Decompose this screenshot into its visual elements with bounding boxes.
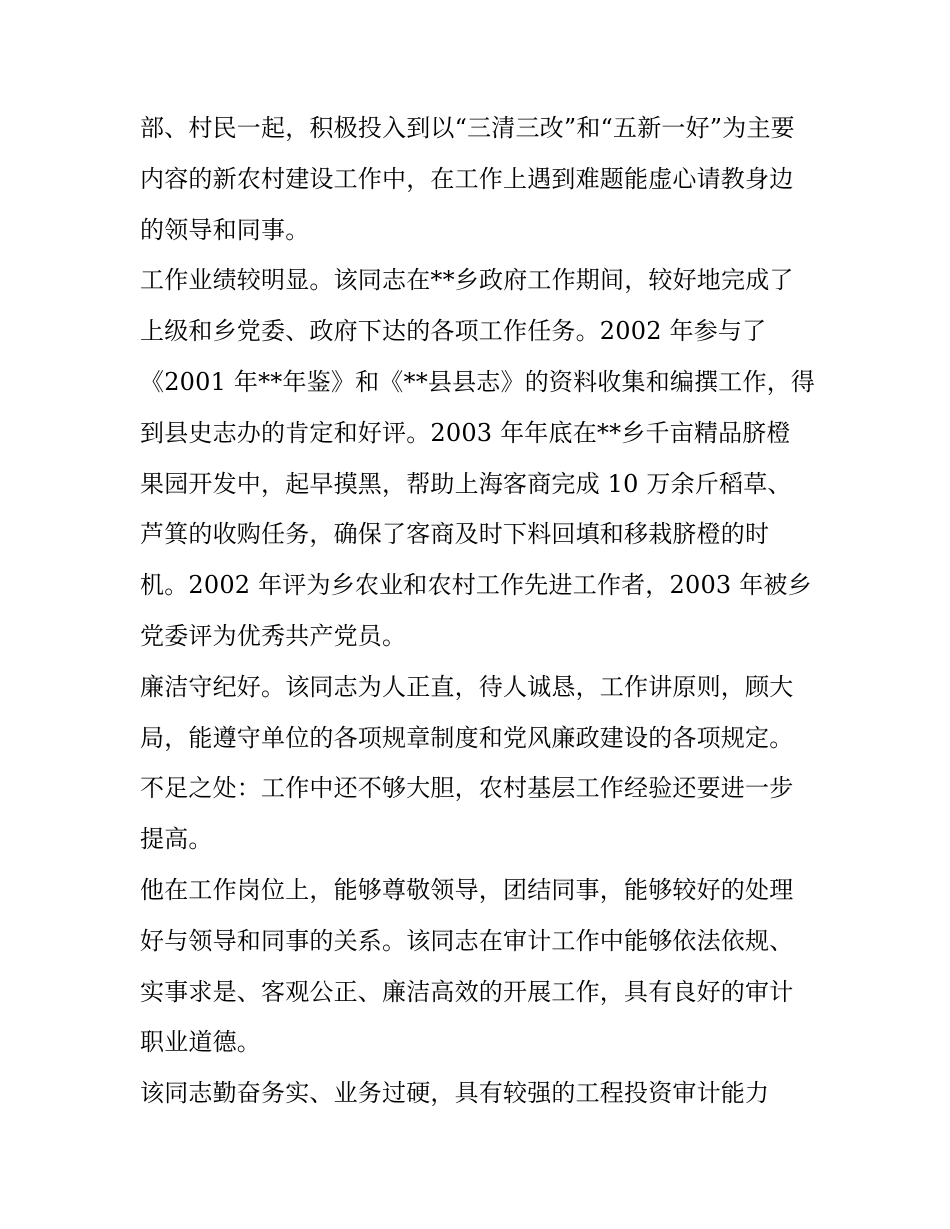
text-line: 芦箕的收购任务，确保了客商及时下料回填和移栽脐橙的时 [140, 520, 770, 549]
text-line: 《2001 年**年鉴》和《**县县志》的资料收集和编撰工作，得 [140, 367, 816, 396]
text-line: 不足之处：工作中还不够大胆，农村基层工作经验还要进一步 [140, 774, 794, 803]
text-line: 提高。 [140, 825, 213, 854]
text-line: 上级和乡党委、政府下达的各项工作任务。2002 年参与了 [140, 317, 767, 346]
text-line: 部、村民一起，积极投入到以“三清三改”和“五新一好”为主要 [140, 114, 795, 142]
paragraph-work-attitude [140, 865, 820, 1068]
text-line: 党委评为优秀共产党员。 [140, 621, 407, 650]
text-line: 果园开发中，起早摸黑，帮助上海客商完成 10 万余斤稻草、 [140, 469, 792, 498]
text-line: 工作业绩较明显。该同志在**乡政府工作期间，较好地完成了 [140, 266, 794, 295]
text-line: 内容的新农村建设工作中，在工作上遇到难题能虚心请教身边 [140, 164, 794, 193]
paragraph-shortcomings [140, 763, 820, 865]
text-line: 局，能遵守单位的各项规章制度和党风廉政建设的各项规定。 [140, 723, 794, 752]
text-line: 机。2002 年评为乡农业和农村工作先进工作者，2003 年被乡 [140, 571, 812, 600]
text-line: 该同志勤奋务实、业务过硬，具有较强的工程投资审计能力 [140, 1079, 770, 1108]
text-line: 到县史志办的肯定和好评。2003 年年底在**乡千亩精品脐橙 [140, 418, 791, 447]
text-line: 廉洁守纪好。该同志为人正直，待人诚恳，工作讲原则，顾大 [140, 672, 794, 701]
text-line: 实事求是、客观公正、廉洁高效的开展工作，具有良好的审计 [140, 977, 794, 1006]
document-body [140, 103, 820, 1119]
text-line: 职业道德。 [140, 1028, 261, 1057]
paragraph-professional-ability [140, 1068, 820, 1119]
paragraph-village-construction [140, 103, 820, 255]
text-line: 好与领导和同事的关系。该同志在审计工作中能够依法依规、 [140, 926, 794, 955]
text-line: 的领导和同事。 [140, 215, 310, 244]
text-line: 他在工作岗位上，能够尊敬领导，团结同事，能够较好的处理 [140, 875, 794, 904]
paragraph-integrity [140, 662, 820, 764]
paragraph-work-achievements [140, 255, 820, 661]
